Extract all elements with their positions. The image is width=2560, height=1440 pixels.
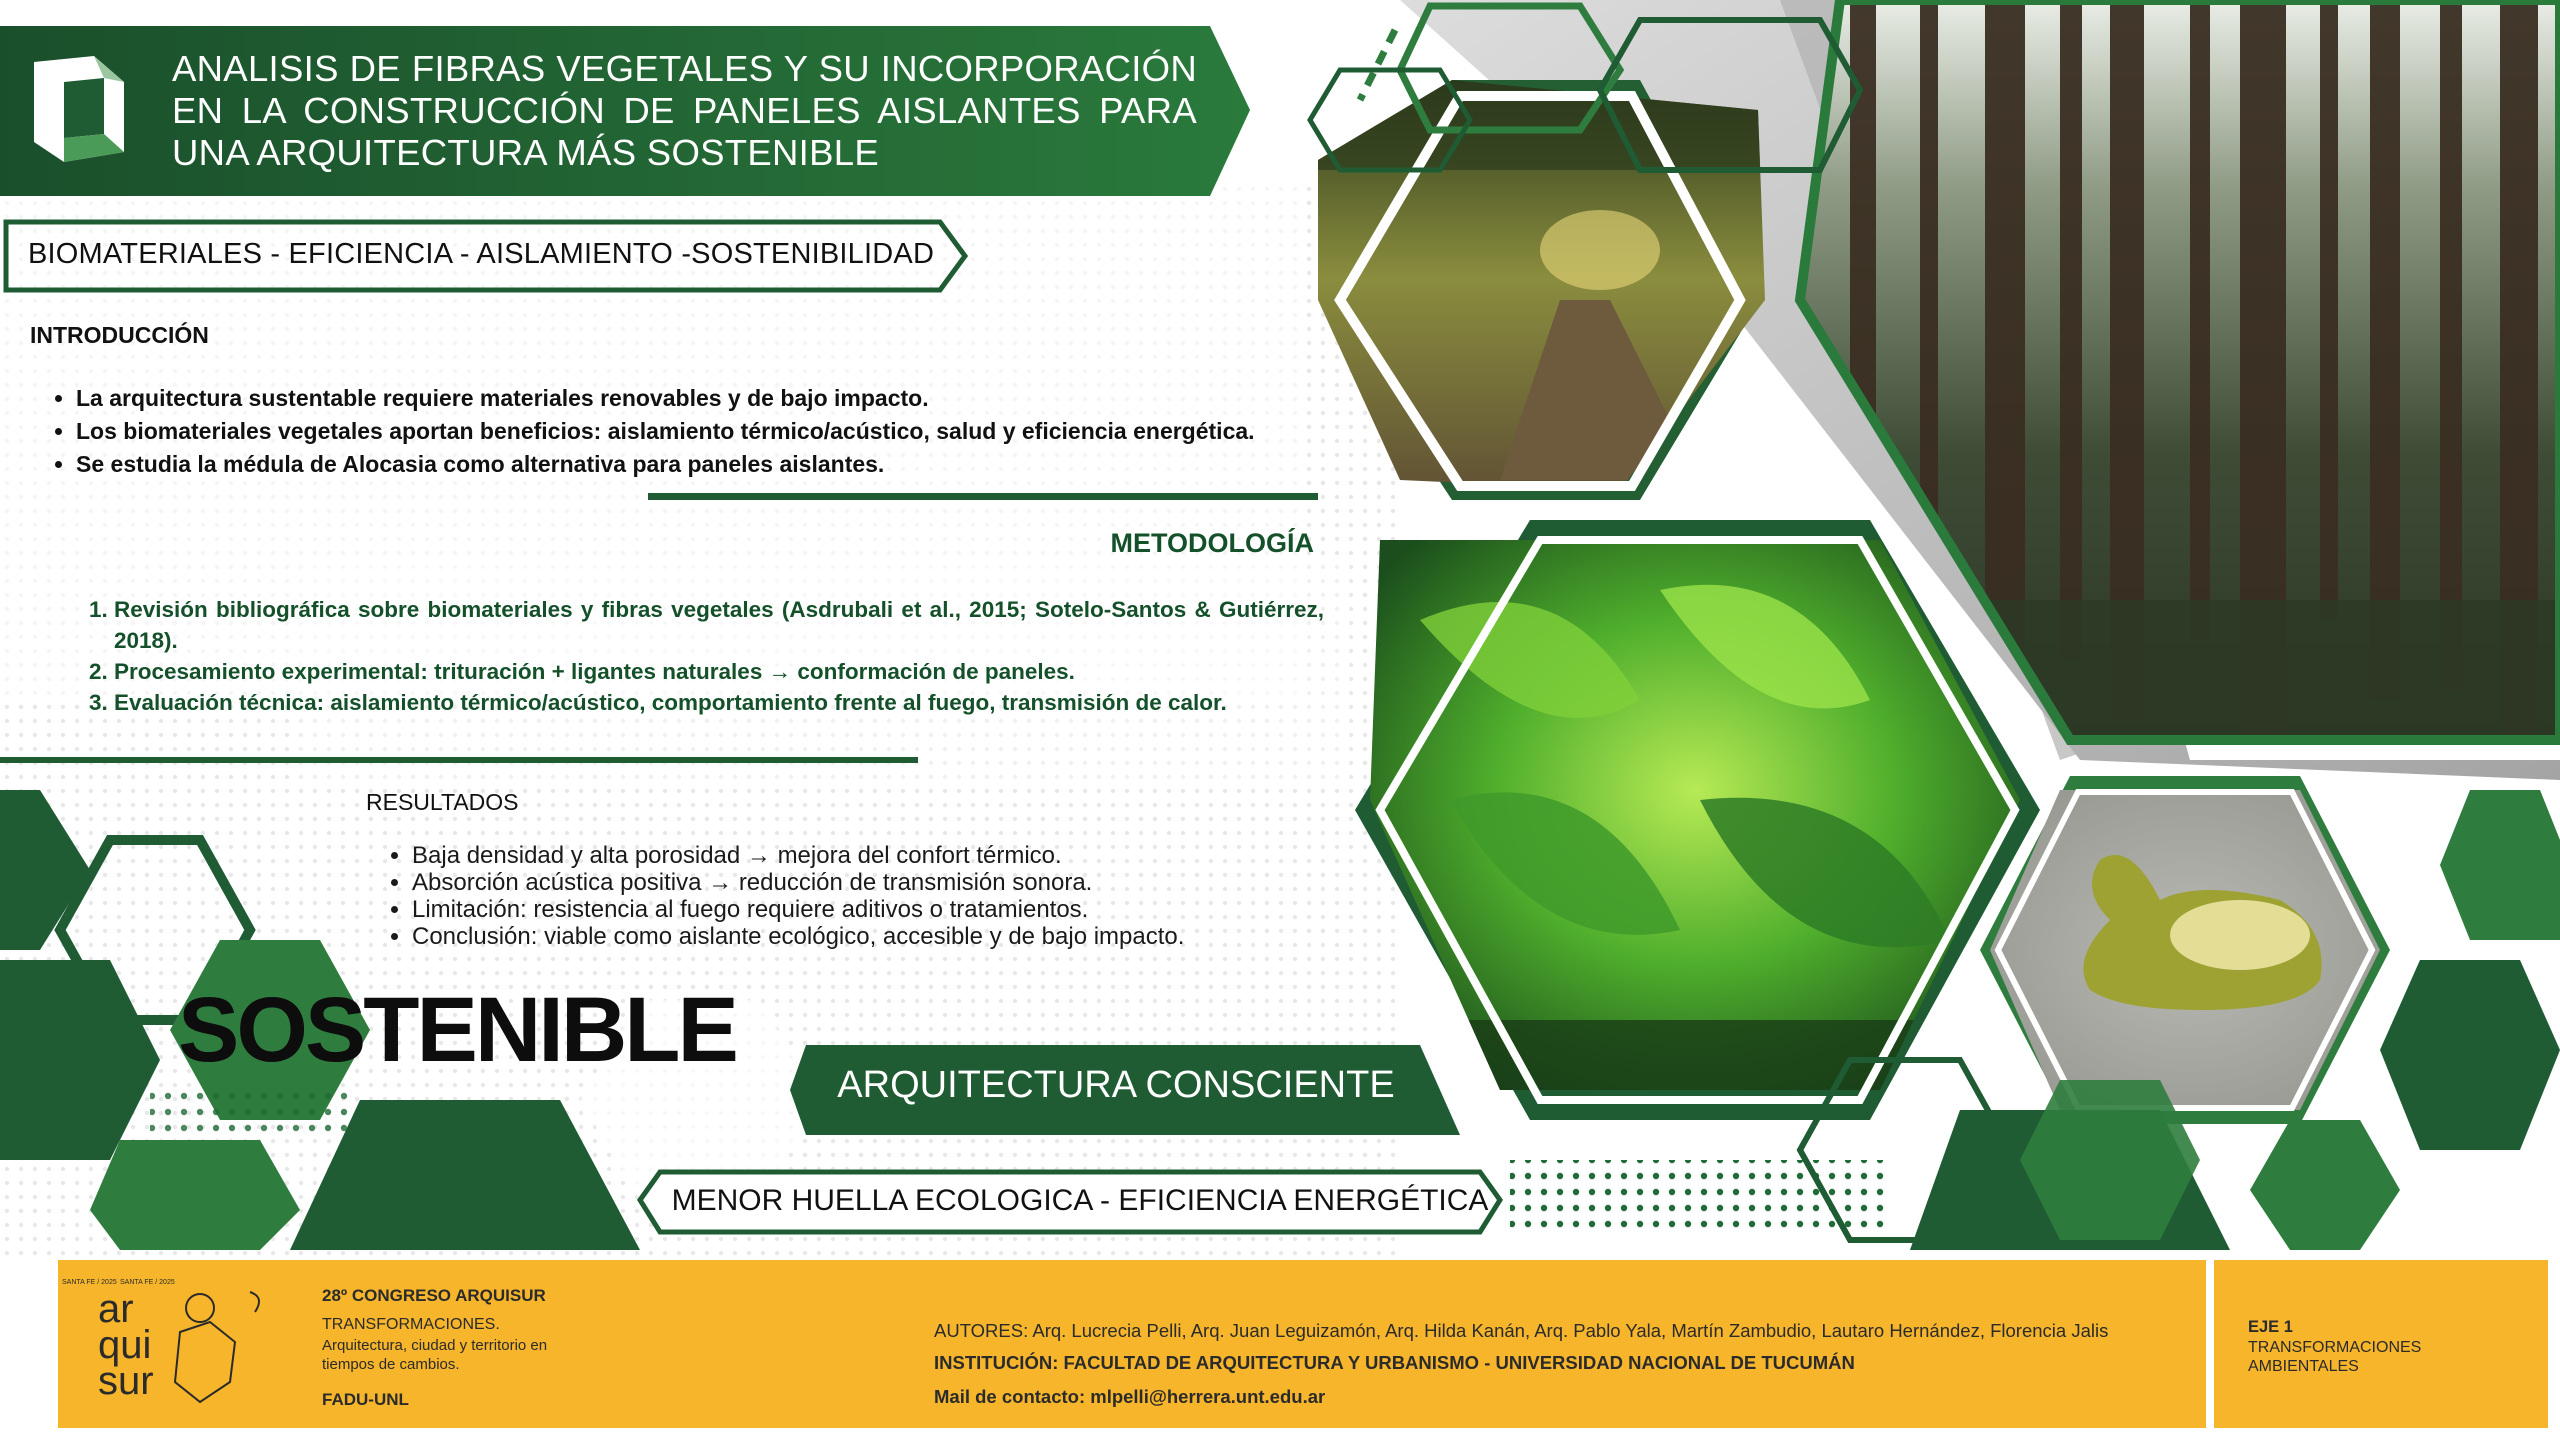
host-faculty: FADU-UNL xyxy=(322,1390,409,1409)
list-item: • Conclusión: viable como aislante ecológico, accesible y de bajo impacto. xyxy=(412,923,1372,950)
map-outline-icon xyxy=(175,1322,235,1402)
intro-heading: INTRODUCCIÓN xyxy=(30,322,209,348)
logo-text-top-right: SANTA FE / 2025 xyxy=(120,1279,175,1286)
institution: INSTITUCIÓN: FACULTAD DE ARQUITECTURA Y URBANISMO - UNIVERSIDAD NACIONAL DE TUCUMÁN xyxy=(934,1352,1855,1373)
list-item: • Los biomateriales vegetales aportan beneficios: aislamiento térmico/acústico, salud y eficiencia energética. xyxy=(76,415,1376,448)
list-item: 3. Evaluación técnica: aislamiento térmico/acústico, comportamiento frente al fuego, transmisión de calor. xyxy=(114,687,1324,718)
congress-theme-subtitle: Arquitectura, ciudad y territorio en tiempos de cambios. xyxy=(322,1337,548,1373)
list-item: • Se estudia la médula de Alocasia como alternativa para paneles aislantes. xyxy=(76,448,1376,481)
intro-list xyxy=(46,382,1376,481)
results-heading: RESULTADOS xyxy=(366,789,519,815)
congress-theme: TRANSFORMACIONES. xyxy=(322,1316,500,1333)
sun-icon xyxy=(186,1294,214,1322)
cube-logo-icon xyxy=(24,52,144,172)
axis-name: TRANSFORMACIONES AMBIENTALES xyxy=(2248,1339,2422,1375)
method-heading: METODOLOGÍA xyxy=(1110,528,1314,558)
results-list xyxy=(378,842,1372,950)
list-item: 2. Procesamiento experimental: trituración + ligantes naturales → conformación de paneles. xyxy=(114,656,1324,687)
slogan-banner: ARQUITECTURA CONSCIENTE xyxy=(837,1064,1395,1106)
logo-text-line1: ar xyxy=(98,1287,134,1331)
axis-label: EJE 1 xyxy=(2248,1318,2293,1336)
list-item: 1. Revisión bibliográfica sobre biomateriales y fibras vegetales (Asdrubali et al., 2015; Sotelo-Santos & Gutiérrez, 2018). xyxy=(114,594,1324,656)
method-list xyxy=(104,594,1324,718)
big-word: SOSTENIBLE xyxy=(178,979,736,1081)
congress-name: 28º CONGRESO ARQUISUR xyxy=(322,1286,546,1305)
keywords-banner: BIOMATERIALES - EFICIENCIA - AISLAMIENTO -SOSTENIBILIDAD xyxy=(28,238,935,270)
tagline-banner: MENOR HUELLA ECOLOGICA - EFICIENCIA ENERGÉTICA xyxy=(671,1184,1489,1217)
list-item: • La arquitectura sustentable requiere materiales renovables y de bajo impacto. xyxy=(76,382,1376,415)
poster-title: ANALISIS DE FIBRAS VEGETALES Y SU INCORPORACIÓN EN LA CONSTRUCCIÓN DE PANELES AISLANTES PARA UNA ARQUITECTURA MÁS SOSTENIBLE xyxy=(172,48,1197,173)
authors: AUTORES: Arq. Lucrecia Pelli, Arq. Juan Leguizamón, Arq. Hilda Kanán, Arq. Pablo Yala, Martín Zambudio, Lautaro Hernández, Florencia Jalis xyxy=(934,1320,2109,1341)
logo-text-line3: sur xyxy=(98,1359,154,1403)
list-item: • Limitación: resistencia al fuego requiere aditivos o tratamientos. xyxy=(412,896,1372,923)
list-item: • Baja densidad y alta porosidad → mejora del confort térmico. xyxy=(412,842,1372,869)
contact-email[interactable]: Mail de contacto: mlpelli@herrera.unt.edu.ar xyxy=(934,1386,1326,1407)
arquisur-logo xyxy=(60,1272,280,1422)
logo-text-line2: qui xyxy=(98,1323,152,1367)
list-item: • Absorción acústica positiva → reducción de transmisión sonora. xyxy=(412,869,1372,896)
logo-text-top-left: SANTA FE / 2025 xyxy=(62,1279,117,1286)
